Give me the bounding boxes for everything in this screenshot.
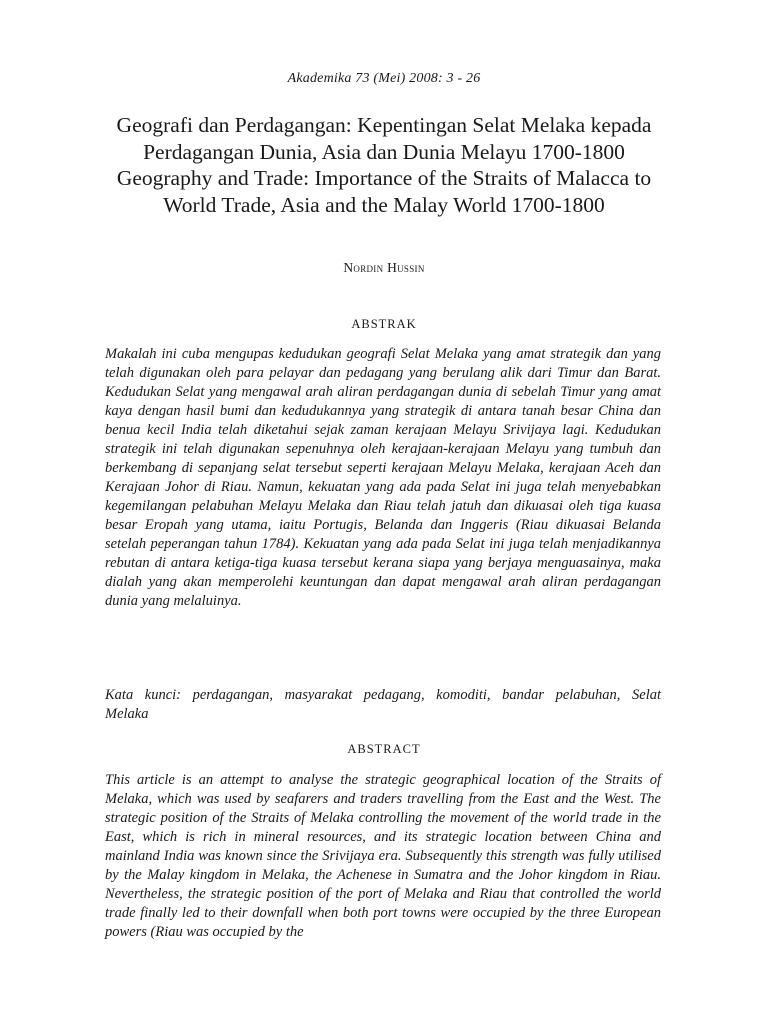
abstrak-body: Makalah ini cuba mengupas kedudukan geografi Selat Melaka yang amat strategik dan yang telah digunakan oleh para pelayar dan pedagang yang berulang alik dari Timur dan Barat. Kedudukan Selat yang mengawal arah aliran perdagangan dunia di sebelah Timur yang amat kaya dengan hasil bumi dan kedudukannya yang strategik di antara tanah besar China dan benua kecil India telah diketahui sejak zaman kerajaan Melayu Srivijaya lagi. Kedudukan strategik ini telah digunakan sepenuhnya oleh kerajaan-kerajaan Melayu yang tumbuh dan berkembang di sepanjang selat tersebut seperti kerajaan Melayu Melaka, kerajaan Aceh dan Kerajaan Johor di Riau. Namun, kekuatan yang ada pada Selat ini juga telah menyebabkan kegemilangan pelabuhan Melayu Melaka dan Riau telah jatuh dan dikuasai oleh tiga kuasa besar Eropah yang utama, iaitu Portugis, Belanda dan Inggeris (Riau dikuasai Belanda setelah peperangan tahun 1784). Kekuatan yang ada pada Selat ini juga telah menjadikannya rebutan di antara ketiga-tiga kuasa tersebut kerana siapa yang berjaya menguasainya, maka dialah yang akan memperolehi keuntungan dan dapat mengawal arah aliran perdagangan dunia yang melaluinya. [105, 346, 661, 609]
author-name: Nordin Hussin [343, 260, 425, 275]
article-title-malay: Geografi dan Perdagangan: Kepentingan Selat Melaka kepada Perdagangan Dunia, Asia dan Dunia Melayu 1700-1800 [116, 113, 652, 164]
abstrak-heading: ABSTRAK [351, 317, 417, 331]
article-title-english: Geography and Trade: Importance of the Straits of Malacca to World Trade, Asia and the Malay World 1700-1800 [116, 166, 652, 217]
abstract-heading: ABSTRACT [347, 742, 421, 756]
kata-kunci-keywords: Kata kunci: perdagangan, masyarakat pedagang, komoditi, bandar pelabuhan, Selat Melaka [105, 687, 661, 722]
article-title-block [100, 112, 668, 218]
abstract-body: This article is an attempt to analyse the strategic geographical location of the Straits of Melaka, which was used by seafarers and traders travelling from the East and the West. The strategic position of the Straits of Melaka controlling the movement of the world trade in the East, which is rich in mineral resources, and its strategic location between China and mainland India was known since the Srivijaya era. Subsequently this strength was fully utilised by the Malay kingdom in Melaka, the Achenese in Sumatra and the Johor kingdom in Riau. Nevertheless, the strategic position of the port of Melaka and Riau that controlled the world trade finally led to their downfall when both port towns were occupied by the three European powers (Riau was occupied by the [105, 772, 661, 940]
journal-citation: Akademika 73 (Mei) 2008: 3 - 26 [287, 71, 481, 86]
